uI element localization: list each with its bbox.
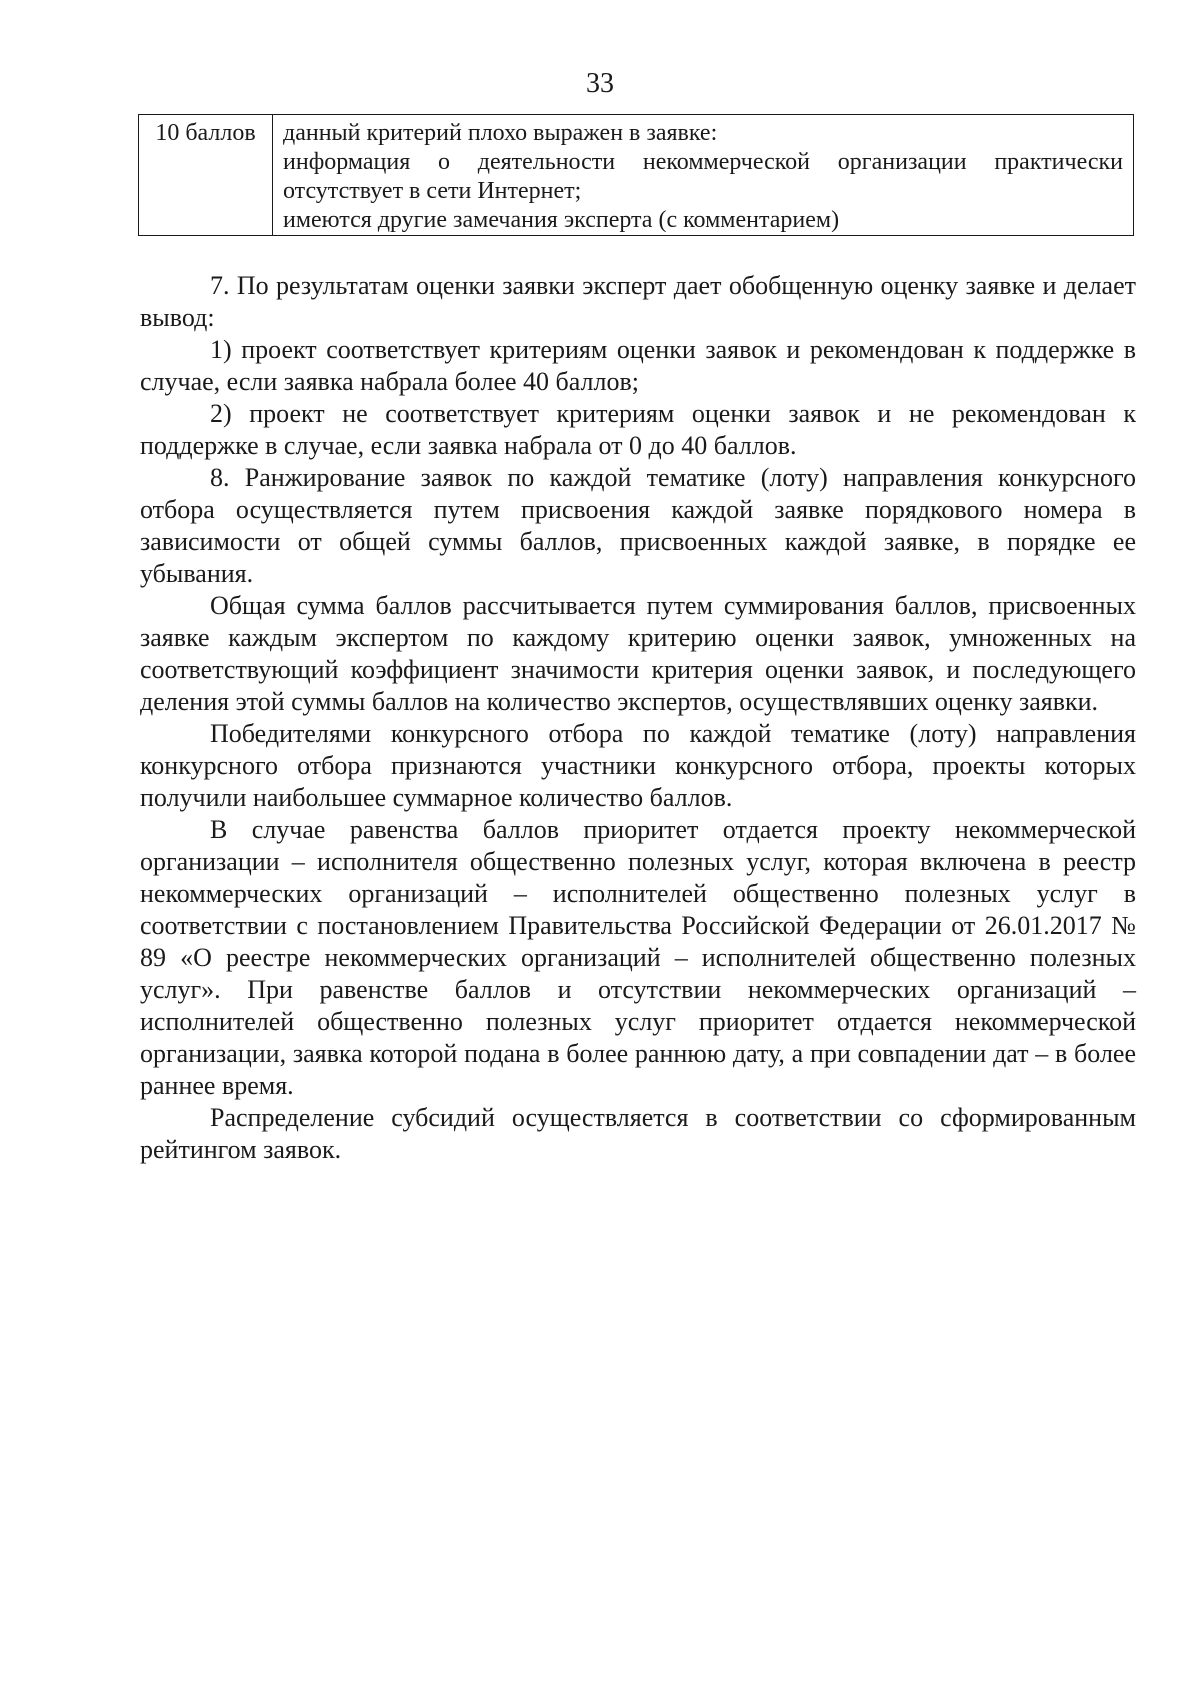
paragraph-subitem-1: 1) проект соответствует критериям оценки заявок и рекомендован к поддержке в случае, если заявка набрала более 40 баллов;: [140, 335, 1136, 396]
paragraph-item-8: 8. Ранжирование заявок по каждой тематике (лоту) направления конкурсного отбора осуществляется путем присвоения каждой заявке порядкового номера в зависимости от общей суммы баллов, присвоенных каждой заявке, в порядке ее убывания.: [140, 463, 1136, 588]
score-cell: 10 баллов: [139, 115, 273, 236]
paragraph-tie-break: В случае равенства баллов приоритет отдается проекту некоммерческой организации – исполнителя общественно полезных услуг, которая включена в реестр некоммерческих организаций – исполнителей общественно полезных услуг в соответствии с постановлением Правительства Российской Федерации от 26.01.2017 № 89 «О реестре некоммерческих организаций – исполнителей общественно полезных услуг». При равенстве баллов и отсутствии некоммерческих организаций – исполнителей общественно полезных услуг приоритет отдается некоммерческой организации, заявка которой подана в более раннюю дату, а при совпадении дат – в более раннее время.: [140, 815, 1136, 1100]
paragraph-distribution: Распределение субсидий осуществляется в соответствии со сформированным рейтингом заявок.: [140, 1103, 1136, 1164]
paragraph-winners: Победителями конкурсного отбора по каждой тематике (лоту) направления конкурсного отбора признаются участники конкурсного отбора, проекты которых получили наибольшее суммарное количество баллов.: [140, 719, 1136, 812]
paragraph-subitem-2: 2) проект не соответствует критериям оценки заявок и не рекомендован к поддержке в случае, если заявка набрала от 0 до 40 баллов.: [140, 399, 1136, 460]
description-line: отсутствует в сети Интернет;: [283, 178, 582, 204]
description-line: данный критерий плохо выражен в заявке:: [283, 120, 718, 146]
paragraph-total-score: Общая сумма баллов рассчитывается путем суммирования баллов, присвоенных заявке каждым экспертом по каждому критерию оценки заявок, умноженных на соответствующий коэффициент значимости критерия оценки заявок, и последующего деления этой суммы баллов на количество экспертов, осуществлявших оценку заявки.: [140, 591, 1136, 716]
page-number: 33: [586, 68, 614, 99]
paragraph-item-7: 7. По результатам оценки заявки эксперт дает обобщенную оценку заявке и делает вывод:: [140, 271, 1136, 332]
criteria-table: [138, 114, 1134, 236]
description-line: информация о деятельности некоммерческой организации практически: [283, 149, 1123, 175]
description-cell: [273, 115, 1134, 236]
description-line: имеются другие замечания эксперта (с комментарием): [283, 207, 840, 233]
body-text: [140, 270, 1136, 1166]
table-row: [139, 115, 1134, 236]
